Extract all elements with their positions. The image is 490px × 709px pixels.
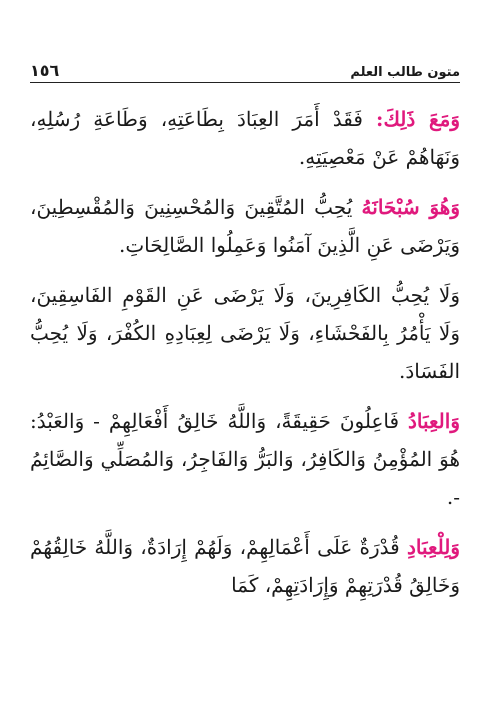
paragraph-text: فَقَدْ أَمَرَ العِبَادَ بِطَاعَتِهِ، وَطَاعَةِ رُسُلِهِ، وَنَهَاهُمْ عَنْ مَعْصِيَتِهِ.	[30, 107, 460, 169]
page-header	[30, 56, 460, 83]
paragraph	[30, 100, 460, 176]
paragraph	[30, 528, 460, 604]
paragraph-text: يُحِبُّ المُتَّقِينَ وَالمُحْسِنِينَ وَالمُقْسِطِينَ، وَيَرْضَى عَنِ الَّذِينَ آمَنُوا وَعَمِلُوا الصَّالِحَاتِ.	[30, 195, 460, 257]
paragraph-text: قُدْرَةٌ عَلَى أَعْمَالِهِمْ، وَلَهُمْ إِرَادَةٌ، وَاللَّهُ خَالِقُهُمْ وَخَالِقُ قُدْرَتِهِمْ وَإِرَادَتِهِمْ، كَمَا	[30, 535, 460, 597]
book-page	[30, 0, 460, 709]
paragraph-text: فَاعِلُونَ حَقِيقَةً، وَاللَّهُ خَالِقُ أَفْعَالِهِمْ - وَالعَبْدُ: هُوَ المُؤْمِنُ وَالكَافِرُ، وَالبَرُّ وَالفَاجِرُ، وَالمُصَلِّي وَالصَّائِمُ -.	[30, 409, 460, 509]
book-title: متون طالب العلم	[350, 65, 460, 80]
page-number: ١٥٦	[30, 61, 60, 80]
paragraph-text: وَلَا يُحِبُّ الكَافِرِينَ، وَلَا يَرْضَى عَنِ القَوْمِ الفَاسِقِينَ، وَلَا يَأْمُرُ بِالفَحْشَاءِ، وَلَا يَرْضَى لِعِبَادِهِ الكُفْرَ، وَلَا يُحِبُّ الفَسَادَ.	[30, 283, 460, 383]
paragraph	[30, 276, 460, 390]
paragraph	[30, 188, 460, 264]
paragraph-lead: وَالعِبَادُ	[408, 409, 460, 433]
paragraph-lead-colon: :	[376, 107, 384, 131]
paragraph	[30, 402, 460, 516]
paragraph-lead: وَلِلْعِبَادِ	[406, 535, 460, 559]
paragraph-lead: وَهُوَ سُبْحَانَهُ	[361, 195, 460, 219]
paragraph-lead: وَمَعَ ذَلِكَ	[383, 107, 460, 131]
page-body	[30, 100, 460, 604]
